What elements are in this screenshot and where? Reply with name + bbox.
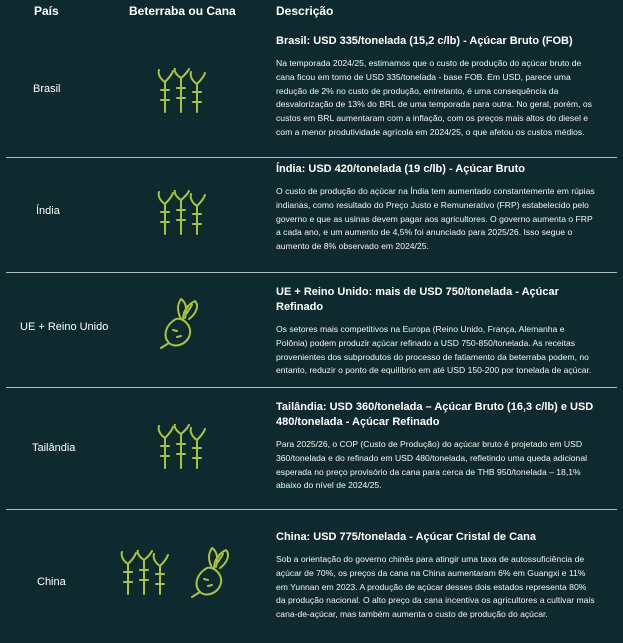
row-body: Para 2025/26, o COP (Custo de Produção) do açúcar bruto é projetado em USD 360/tonelada e do refinado em USD 480/tonelada, refletindo uma queda adicional esperada no preço provisório da cana para cerca de THB 950/tonelada – 18,1% abaixo do nível de 2024/25. [276,439,588,491]
table-row-ue-reino-unido [0,273,623,387]
row-title: Índia: USD 420/tonelada (19 c/lb) - Açúcar Bruto [276,163,525,175]
country-label: China [37,576,66,588]
row-body: O custo de produção do açúcar na Índia tem aumentado constantemente em rúpias indianas, como resultado do Preço Justo e Remunerativo (FRP) estabelecido pelo governo e que as usinas devem pagar aos agricultores. O governo aumenta o FRP a cada ano, e um aumento de 4,5% foi anunciado para 2025/26. Isso segue o aumento de 8% observado em 2024/25. [276,186,595,252]
description-cell [276,530,598,622]
country-label: UE + Reino Unido [20,321,109,333]
sugarcane-icon [155,190,207,241]
country-label: Brasil [33,83,61,95]
table-header [0,0,623,28]
description-cell [276,400,598,493]
row-body: Na temporada 2024/25, estimamos que o custo de produção do açúcar bruto de cana ficou em torno de USD 335/tonelada - base FOB. Em USD, parece uma redução de 2% no custo de produção, entretanto, é uma consequência da desvalorização de 13% do BRL de uma temporada para outra. No geral, porém, os custos em BRL aumentaram com a inflação, com os preços mais altos do diesel e com a menor produtividade agrícola em 2024/25, o que afetou os custos médios. [276,58,592,137]
row-title: UE + Reino Unido: mais de USD 750/tonelada - Açúcar Refinado [276,286,559,313]
table-row-china [0,510,623,643]
sugar-beet-icon [155,297,203,354]
country-label: Tailândia [32,442,76,454]
sugar-beet-icon [186,546,234,603]
row-body: Os setores mais competitivos na Europa (Reino Unido, França, Alemanha e Polônia) podem produzir açúcar refinado a USD 750-850/tonelada. As receitas provenientes dos subprodutos do processo de fatiamento da beterraba podem, no entanto, reduzir o ponto de equilíbrio em até USD 150-200 por tonelada de açúcar. [276,324,592,376]
description-cell [276,34,598,140]
row-body: Sob a orientação do governo chinês para atingir uma taxa de autossuficiência de açúcar de 70%, os preços da cana na China aumentaram 6% em Guangxi e 11% em Yunnan em 2023. A produção de açúcar desses dois estados representa 80% da produção nacional. O alto preço da cana incentiva os agricultores a cultivar mais cana-de-açúcar, mas também aumenta o custo de produção do açúcar. [276,554,595,620]
table-row-brasil [0,28,623,157]
header-country: País [34,4,59,18]
sugarcane-icon [118,550,170,601]
header-description: Descrição [276,4,334,18]
country-label: Índia [36,205,60,217]
description-cell [276,285,598,378]
row-title: Tailândia: USD 360/tonelada – Açúcar Bruto (16,3 c/lb) e USD 480/tonelada - Açúcar Refinado [276,401,594,428]
sugarcane-icon [155,68,207,119]
sugarcane-icon [155,424,207,475]
row-title: Brasil: USD 335/tonelada (15,2 c/lb) - Açúcar Bruto (FOB) [276,35,573,47]
table-row-india [0,158,623,272]
header-crop: Beterraba ou Cana [129,4,236,18]
row-title: China: USD 775/tonelada - Açúcar Cristal de Cana [276,531,536,543]
table-row-tailandia [0,388,623,509]
description-cell [276,162,598,254]
